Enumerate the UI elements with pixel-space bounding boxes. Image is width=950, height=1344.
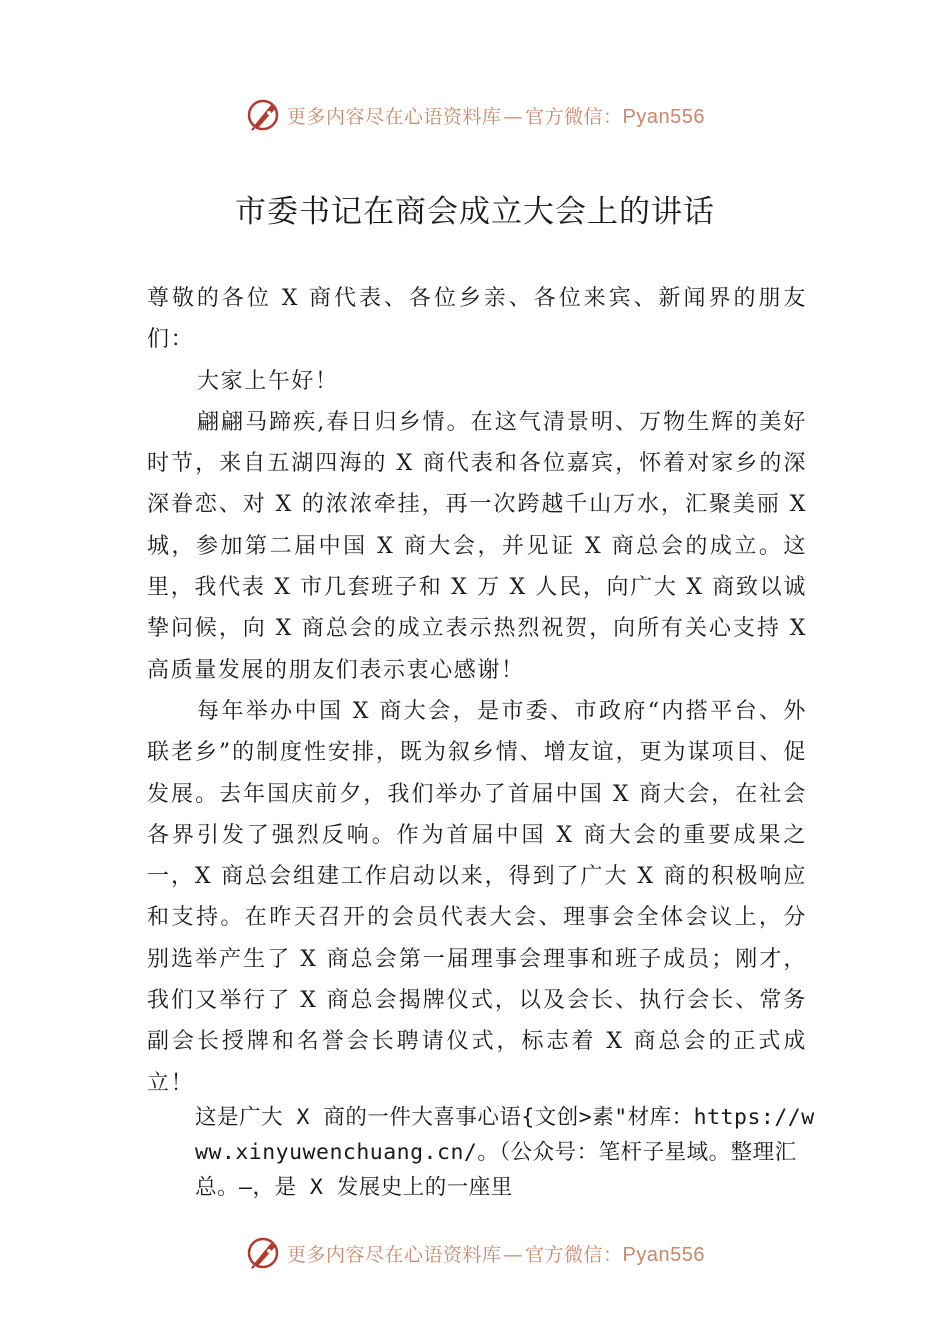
document-body — [147, 278, 807, 1104]
document-title: 市委书记在商会成立大会上的讲话 — [235, 194, 715, 230]
top-watermark-banner — [0, 95, 950, 135]
salutation: 尊敬的各位 X 商代表、各位乡亲、各位来宾、新闻界的朋友们： — [147, 286, 807, 353]
banner-text — [287, 1240, 705, 1267]
banner-library-text: 更多内容尽在心语资料库 — [287, 105, 502, 128]
banner-wechat-label: 官方微信： — [525, 1243, 623, 1266]
paragraph-2: 每年举办中国 X 商大会，是市委、市政府“内搭平台、外联老乡”的制度性安排，既为叙乡情、增友谊，更为谋项目、促发展。去年国庆前夕，我们举办了首届中国 X 商大会，在社会各界引发了强烈反响。作为首届中国 X 商大会的重要成果之一，X 商总会组建工作启动以来，得到了广大 X 商的积极响应和支持。在昨天召开的会员代表大会、理事会全体会议上，分别选举产生了 X 商总会第一届理事会理事和班子成员；刚才，我们又举行了 X 商总会揭牌仪式，以及会长、执行会长、常务副会长授牌和名誉会长聘请仪式，标志着 X 商总会的正式成立！ — [147, 698, 807, 1096]
paragraph-1: 翩翩马蹄疾,春日归乡情。在这气清景明、万物生辉的美好时节，来自五湖四海的 X 商代表和各位嘉宾，怀着对家乡的深深眷恋、对 X 的浓浓牵挂，再一次跨越千山万水，汇聚美丽 X 城，参加第二届中国 X 商大会，并见证 X 商总会的成立。这里，我代表 X 市几套班子和 X 万 X 人民，向广大 X 商致以诚挚问候，向 X 商总会的成立表示热烈祝贺，向所有关心支持 X 高质量发展的朋友们表示衷心感谢！ — [147, 409, 807, 683]
banner-separator: — — [503, 1243, 524, 1266]
banner-wechat-id: Pyan556 — [622, 105, 705, 128]
greeting: 大家上午好！ — [197, 368, 339, 394]
banner-text — [287, 102, 705, 129]
tail-paragraph: 这是广大 X 商的一件大喜事心语{文创>素"材库：https://www.xinyuwenchuang.cn/。（公众号：笔杆子星域。整理汇总。—，是 X 发展史上的一座里 — [195, 1105, 815, 1200]
banner-wechat-id: Pyan556 — [622, 1243, 705, 1266]
pen-logo-icon — [245, 97, 281, 133]
pen-logo-icon — [245, 1235, 281, 1271]
banner-separator: — — [503, 105, 524, 128]
bottom-watermark-banner — [0, 1233, 950, 1273]
banner-wechat-label: 官方微信： — [525, 105, 623, 128]
banner-library-text: 更多内容尽在心语资料库 — [287, 1243, 502, 1266]
